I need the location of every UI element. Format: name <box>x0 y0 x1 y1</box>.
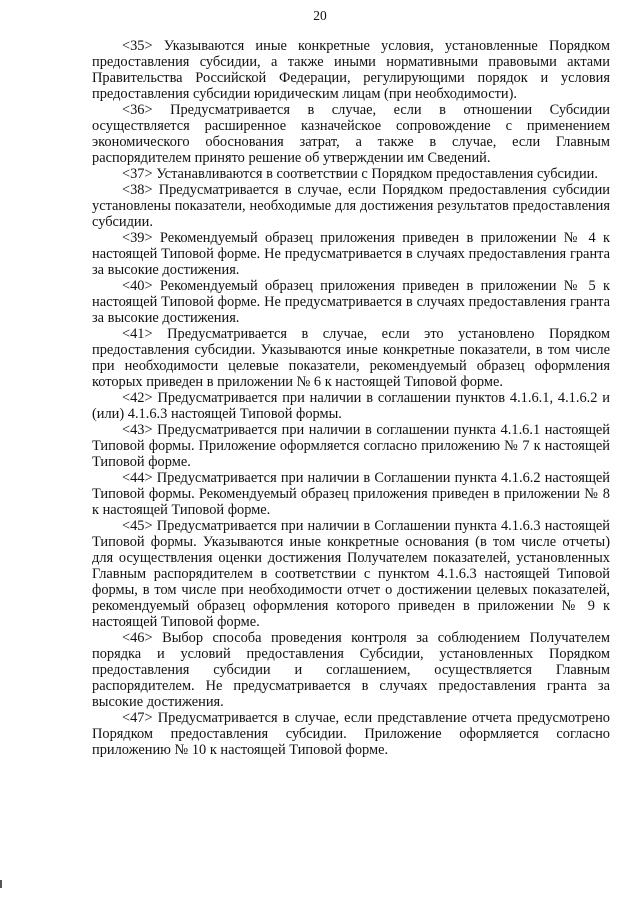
footnote-47: <47> Предусматривается в случае, если представление отчета предусмотрено Порядком предоставления субсидии. Приложение оформляется согласно приложению № 10 к настоящей Типовой форме. <box>92 710 610 758</box>
footnote-37: <37> Устанавливаются в соответствии с Порядком предоставления субсидии. <box>122 166 598 182</box>
footnote-39: <39> Рекомендуемый образец приложения приведен в приложении № 4 к настоящей Типовой форме. Не предусматривается в случаях предоставления гранта за высокие достижения. <box>92 230 610 278</box>
footnote-40: <40> Рекомендуемый образец приложения приведен в приложении № 5 к настоящей Типовой форме. Не предусматривается в случаях предоставления гранта за высокие достижения. <box>92 278 610 326</box>
footnotes-block <box>92 38 610 758</box>
footnote-36: <36> Предусматривается в случае, если в отношении Субсидии осуществляется расширенное казначейское сопровождение с применением экономического обоснования затрат, а также в случае, если Главным распорядителем принято решение об утверждении им Сведений. <box>92 102 610 166</box>
footnote-42: <42> Предусматривается при наличии в соглашении пунктов 4.1.6.1, 4.1.6.2 и (или) 4.1.6.3 настоящей Типовой формы. <box>92 390 610 422</box>
footnote-38: <38> Предусматривается в случае, если Порядком предоставления субсидии установлены показатели, необходимые для достижения результатов предоставления субсидии. <box>92 182 610 230</box>
page-number: 20 <box>313 8 327 23</box>
footnote-41: <41> Предусматривается в случае, если это установлено Порядком предоставления субсидии. Указываются иные конкретные показатели, в том числе при необходимости целевые показатели, рекомендуемый образец оформления которых приведен в приложении № 6 к настоящей Типовой форме. <box>92 326 610 390</box>
footnote-43: <43> Предусматривается при наличии в соглашении пункта 4.1.6.1 настоящей Типовой формы. Приложение оформляется согласно приложению № 7 к настоящей Типовой форме. <box>92 422 610 470</box>
footnote-35: <35> Указываются иные конкретные условия, установленные Порядком предоставления субсидии, а также иными нормативными правовыми актами Правительства Российской Федерации, регулирующими порядок и условия предоставления субсидии юридическим лицам (при необходимости). <box>92 38 610 102</box>
footnote-46: <46> Выбор способа проведения контроля за соблюдением Получателем порядка и условий предоставления Субсидии, установленных Порядком предоставления субсидии и соглашением, осуществляется Главным распорядителем. Не предусматривается в случаях предоставления гранта за высокие достижения. <box>92 630 610 710</box>
scan-edge-mark <box>0 880 2 888</box>
footnote-45: <45> Предусматривается при наличии в Соглашении пункта 4.1.6.3 настоящей Типовой формы. Указываются иные конкретные основания (в том числе отчеты) для осуществления оценки достижения Получателем показателей, установленных Главным распорядителем в соответствии с пунктом 4.1.6.3 настоящей Типовой формы, в том числе при необходимости отчет о достижении целевых показателей, рекомендуемый образец оформления которого приведен в приложении № 9 к настоящей Типовой форме. <box>92 518 610 630</box>
footnote-44: <44> Предусматривается при наличии в Соглашении пункта 4.1.6.2 настоящей Типовой формы. Рекомендуемый образец приложения приведен в приложении № 8 к настоящей Типовой форме. <box>92 470 610 518</box>
